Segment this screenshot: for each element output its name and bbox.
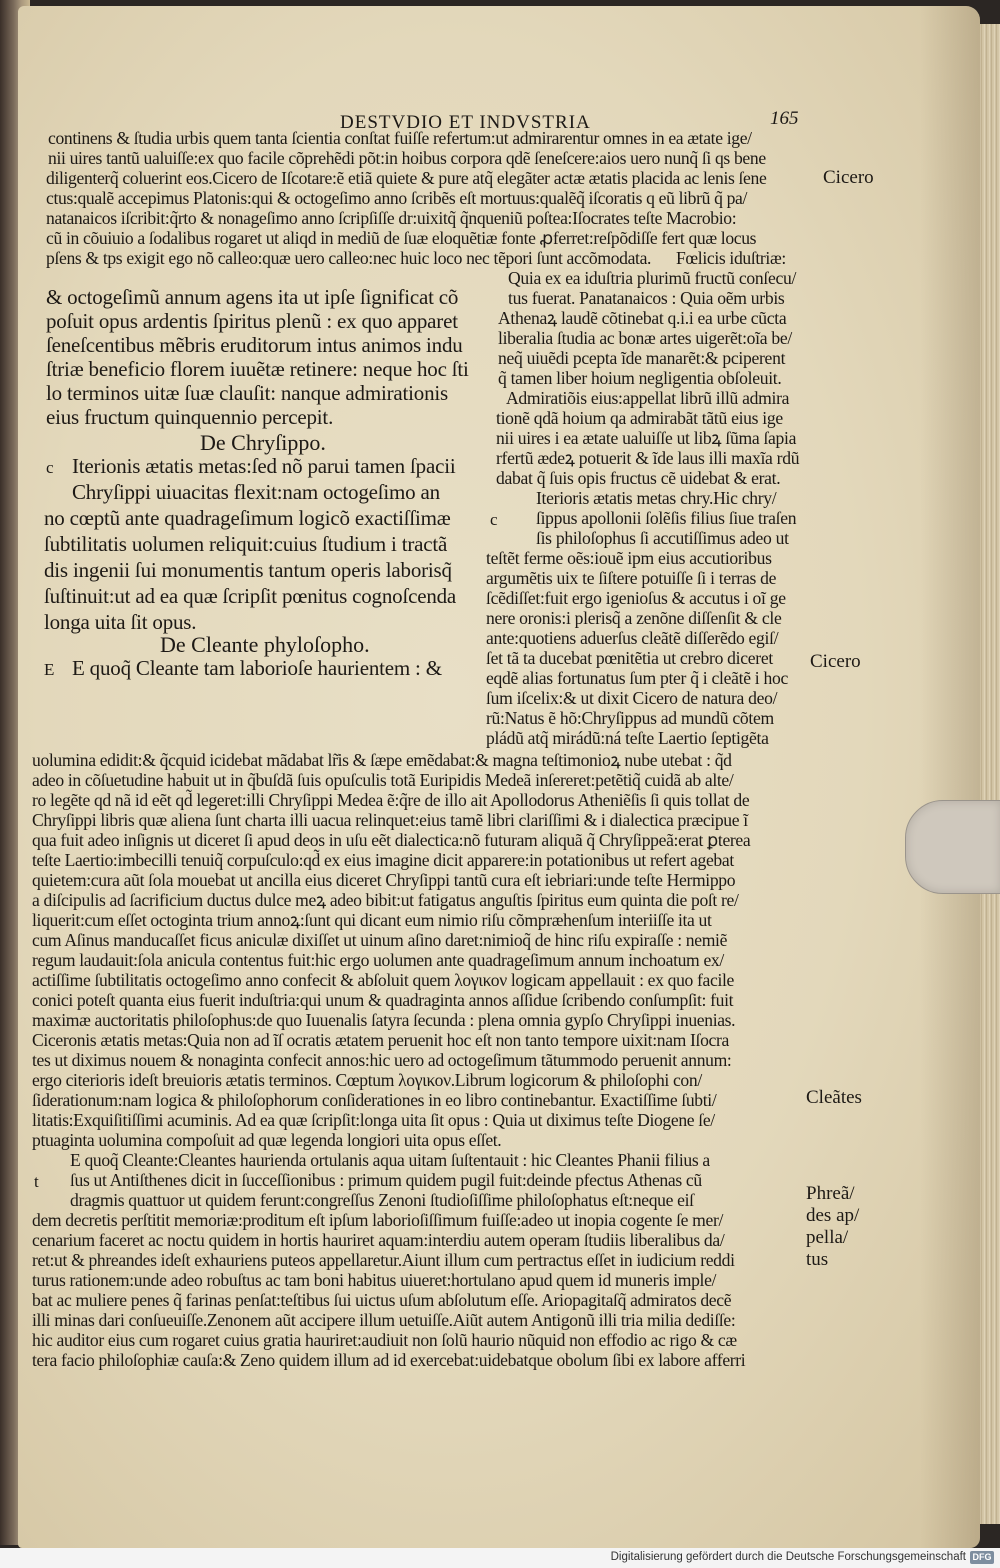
text-line: Fœlicis iduſtriæ: [676, 248, 786, 268]
text-line: dem decretis perſtitit memoriæ:proditum eſt ipſum laborioſiſſimum fuiſſe:adeo ut inopia cogente ſe mer/ [32, 1210, 723, 1230]
text-line: Chryſippi libris quæ aliena ſunt charta illi uacua relinquet:eius tamẽ libri clariſſimi & i dialectica præcipue ĩ [32, 810, 748, 830]
text-line: bat ac muliere penes q̃ farinas penſat:teſtibus ſui uictus uſum abſolutum eſſe. Ariopagitaſq̃ admiratos decẽ [32, 1290, 732, 1310]
text-line: & octogeſimũ annum agens ita ut ipſe ſignificat cõ [46, 285, 459, 309]
margin-note-phreantes: Phreã/ [806, 1183, 855, 1204]
text-line: teſtẽt ferme oẽs:iouẽ ipm eius accutioribus [486, 548, 772, 568]
section-heading: De Cleante phyloſopho. [160, 632, 370, 657]
text-line: pládũ atq̃ mirádũ:ná teſte Laertio ſeptigẽta [486, 728, 769, 748]
text-line: tionẽ qdã hoium qa admirabãt tãtũ eius ige [496, 408, 783, 428]
text-line: tus fuerat. Panatanaicos : Quia oẽm urbis [508, 288, 785, 308]
text-line: Athenaꝝ laudẽ cõtinebat q.i.i ea urbe cũcta [498, 308, 787, 328]
text-line: ante:quotiens aduerſus cleãtẽ diſſerẽdo egiſ/ [486, 628, 779, 648]
text-line: regum laudauit:ſola anicula contentus fuit:hic ergo uolumen ante quadrageſimum annum inchoatum ex/ [32, 950, 724, 970]
text-line: ro legẽte qd nã id eẽt qd̃ legeret:illi Chryſippi Medea ẽ:q̃re de illo ait Apollodorus Atheniẽſis ſi quis tollat de [32, 790, 750, 810]
text-line: Ciceronis ætatis metas:Quia non ad ĩſ ocratis ætatem peruenit hoc eſt non tanto tempore uixit:nam Iſocra [32, 1030, 729, 1050]
footer-credit: Digitalisierung gefördert durch die Deutsche Forschungsgemeinschaft [610, 1551, 966, 1563]
footer-bar [0, 1548, 1000, 1568]
section-heading: De Chryſippo. [200, 430, 326, 455]
text-line: liberalia ſtudia ac bonæ artes uigerẽt:oĩa be/ [498, 328, 792, 348]
text-line: qua fuit adeo inſignis ut diceret ſi apud deos in uſu eẽt dialectica:nõ futuram aliquã q̃ Chryſippeã:erat ꝑterea [32, 830, 751, 850]
text-line: Iterionis ætatis metas:ſed nõ parui tamen ſpacii [72, 454, 456, 478]
text-line: nere oronis:i plerisq̃ a zenõne diſſenſit & cle [486, 608, 782, 628]
text-line: rfertũ ædeꝝ potuerit & ĩde laus illi maxĩa rdũ [496, 448, 800, 468]
text-line: ſuſtinuit:ut ad ea quæ ſcripſit pœnitus cognoſcenda [44, 584, 457, 608]
text-line: dabat q̃ ſuis opis fructus cẽ uidebat & erat. [496, 468, 781, 488]
text-line: ſet tã ta ducebat pœnitẽtia ut crebro diceret [486, 648, 773, 668]
text-line: tes ut diximus nouem & nonaginta confecit annos:hic uero ad octogeſimum tãtummodo peruenit annum: [32, 1050, 732, 1070]
text-line: cũ in cõuiuio a ſodalibus rogaret ut aliqd in mediũ de ſuæ eloquẽtiæ fonte ꝓferret:reſpõdiſſe fert quæ locus [46, 228, 757, 248]
text-line: tera facio philoſophiæ cauſa:& Zeno quidem illum ad id exercebat:uidebatque obolum ſibi ex labore afferri [32, 1350, 746, 1370]
text-line: diligenterq̃ coluerint eos.Cicero de Iſcotare:ẽ etiã quiete & pure atq̃ elegãter actæ ætatis placida ac lenis ſene [46, 168, 767, 188]
text-line: cum Aſinus manducaſſet ficus aniculæ dixiſſet ut uinum aſino daret:nimioq̃ de hinc riſu expiraſſe : nemiẽ [32, 930, 728, 950]
text-line: adeo in cõſuetudine habuit ut in q̃buſdã ſuis opuſculis totã Euripidis Medeã inſereret:petẽtiq̃ cuidã ab alte/ [32, 770, 734, 790]
text-line: Iterioris ætatis metas chry.Hic chry/ [536, 488, 777, 508]
text-line: illi minas dari conſueuiſſe.Zenonem aũt accipere illum uetuiſſe.Aiũt autem Antigonũ illi tria milia dediſſe: [32, 1310, 736, 1330]
text-line: ret:ut & phreandes ideſt exhauriens puteos appellaretur.Aiunt illum cum pertractus eſſet in iudicium reddi [32, 1250, 735, 1270]
text-line: ſus ut Antiſthenes dicit in ſucceſſionibus : primum quidem pugil fuit:deinde pfectus Athenas cũ [70, 1170, 702, 1190]
text-line: ptuaginta uolumina compoſuit ad quæ legenda longiori uita opus eſſet. [32, 1130, 502, 1150]
text-line: Admiratiõis eius:appellat librũ illũ admira [506, 388, 790, 408]
text-line: hic auditor eius cum rogaret cuius gratia hauriret:audiuit non ſolũ haurio nũquid non effodio ac rigo & cæ [32, 1330, 737, 1350]
text-line: pſens & tps exigit ego nõ calleo:quæ uero calleo:nec huic loco nec tẽpori ſunt accõmodata. [46, 248, 652, 268]
text-line: continens & ſtudia urbis quem tanta ſcientia conſtat fuiſſe refertum:ut admirarentur omnes in ea ætate ige/ [48, 128, 752, 148]
text-line: litatis:Exquiſitiſſimi acuminis. Ad ea quæ ſcripſit:longa uita ſit opus : Quia ut diximus teſte Diogene ſe/ [32, 1110, 715, 1130]
text-line: dragmis quattuor ut quidem ferunt:congreſſus Zenoni ſtudioſiſſime philoſophatus eſt:neque eiſ [70, 1190, 694, 1210]
margin-note-cleantes: Cleãtes [806, 1087, 862, 1108]
text-line: longa uita ſit opus. [44, 610, 197, 634]
text-line: natanaicos iſcribit:q̃rto & nonageſimo anno ſcripſiſſe dr:uixitq̃ q̃nqueniũ poſtea:Iſocrates teſte Macrobio: [46, 208, 737, 228]
margin-note-phreantes: tus [806, 1249, 829, 1270]
text-line: ergo citerioris ideſt breuioris ætatis terminos. Cœptum λογικον.Librum logicorum & philoſophi con/ [32, 1070, 702, 1090]
text-line: nii uires i ea ætate ualuiſſe ut libꝝ ſũma ſapia [496, 428, 797, 448]
text-line: argumẽtis uix te ſiſtere potuiſſe ſi i terras de [486, 568, 777, 588]
text-line: rũ:Natus ẽ hõ:Chryſippus ad mundũ cõtem [486, 708, 774, 728]
text-line: actiſſime ſubtilitatis octogeſimo anno confecit & abſoluit quem λογικον logicam appellauit : ex quo facile [32, 970, 734, 990]
text-line: ſis philoſophus ſi accutiſſimus adeo ut [536, 528, 789, 548]
text-line: ſtriæ beneficio florem iuuẽtæ retinere: neque hoc ſti [46, 357, 469, 381]
text-line: cenarium faceret ac noctu quidem in hortis hauriret aquam:interdiu autem operam ſtudiis liberalibus da/ [32, 1230, 725, 1250]
margin-note-cicero: Cicero [823, 167, 874, 188]
text-line: quietem:cura aũt ſola mouebat ut ancilla eius diceret Chryſippi tantũ cura eſt iebriari:unde teſte Hermippo [32, 870, 736, 890]
text-line: ſeneſcentibus mẽbris eruditorum intus animos indu [46, 333, 463, 357]
text-line: no cœptũ ante quadrageſimum logicõ exactiſſimæ [44, 506, 451, 530]
text-line: poſuit opus ardentis ſpiritus plenũ : ex quo apparet [46, 309, 458, 333]
initial-marker: E [44, 660, 55, 679]
text-line: nii uires tantũ ualuiſſe:ex quo facile cõprehẽdi põt:in hoibus corpora qdẽ ſeneſcere:aios uero nunq̃ ſi qs bene [48, 148, 766, 168]
text-line: q̃ tamen liber hoium negligentia obſoleuit. [498, 368, 782, 388]
text-line: liquerit:cum eſſet octoginta trium annoꝝ:ſunt qui dicant eum nimio riſu cõmpræhenſum interiiſſe ita ut [32, 910, 712, 930]
text-line: eqdẽ alias fortunatus ſum pter q̃ i cleãtẽ i hoc [486, 668, 788, 688]
text-line: ſiderationum:nam logica & philoſophorum conſiderationes in eo libro continebantur. Exactiſſime ſubti/ [32, 1090, 717, 1110]
bookmark-clip [905, 800, 1000, 894]
text-line: ſippus apollonii ſolẽſis filius ſiue traſen [536, 508, 797, 528]
text-line: conici poteſt quanta eius fuerit induſtria:qui unum & quadraginta annos aſſidue ſcribendo conſumpſit: fuit [32, 990, 734, 1010]
margin-note-cicero: Cicero [810, 651, 861, 672]
page-number: 165 [770, 108, 799, 129]
text-line: teſte Laertio:imbecilli tenuiq̃ corpuſculo:qd̃ ex eius imagine dicit apparere:in potationibus ut refert agebat [32, 850, 734, 870]
text-line: lo terminos uitæ ſuæ clauſit: nanque admirationis [46, 381, 448, 405]
text-line: E quoq̃ Cleante:Cleantes haurienda ortulanis aqua uitam ſuſtentauit : hic Cleantes Phanii filius a [70, 1150, 710, 1170]
text-line: turus rationem:unde adeo robuſtus ac tam boni habitus uiueret:hortulano apud quem id muneris imple/ [32, 1270, 717, 1290]
text-line: maximæ auctoritatis philoſophus:de quo Iuuenalis ſatyra ſecunda : plena omnia gypſo Chryſippi inuenias. [32, 1010, 736, 1030]
text-line: eius fructum quinquennio percepit. [46, 405, 334, 429]
text-line: Chryſippi uiuacitas flexit:nam octogeſimo an [72, 480, 440, 504]
margin-note-phreantes: pella/ [806, 1227, 849, 1248]
text-line: ſubtilitatis uolumen reliquit:cuius ſtudium i tractã [44, 532, 448, 556]
text-line: uolumina edidit:& q̃cquid icidebat mãdabat lr̃is & ſæpe emẽdabat:& magna teſtimonioꝝ nube utebat : q̃d [32, 750, 732, 770]
text-line: neq̃ uiuẽdi pcepta ĩde manarẽt:& pciperent [498, 348, 786, 368]
initial-marker: c [46, 458, 54, 477]
text-line: ſcẽdiſſet:fuit ergo igenioſus & accutus i oĩ ge [486, 588, 786, 608]
initial-marker: c [490, 510, 498, 529]
dfg-logo-icon: DFG [970, 1551, 994, 1564]
text-line: dis ingenii ſui monumentis tantum operis laborisq̃ [44, 558, 452, 582]
text-line: a diſcipulis ad ſacrificium ductus dulce meꝝ adeo bibit:ut fatigatus anguſtis ſpiritus eum quinta die poſt re/ [32, 890, 739, 910]
running-title: DESTVDIO ET INDVSTRIA [340, 112, 591, 133]
initial-marker: t [34, 1172, 39, 1191]
margin-note-phreantes: des ap/ [806, 1205, 860, 1226]
text-line: ctus:qualẽ accepimus Platonis:qui & octogeſimo anno ſcribẽs eſt mortuus:qualẽq̃ iſcoratis q eũ librũ q̃ pa/ [46, 188, 748, 208]
text-line: E quoq̃ Cleante tam laborioſe haurientem : & [72, 656, 442, 680]
text-line: Quia ex ea iduſtria plurimũ fructũ conſecu/ [508, 268, 797, 288]
text-line: ſum iſcelix:& ut dixit Cicero de natura deo/ [486, 688, 778, 708]
